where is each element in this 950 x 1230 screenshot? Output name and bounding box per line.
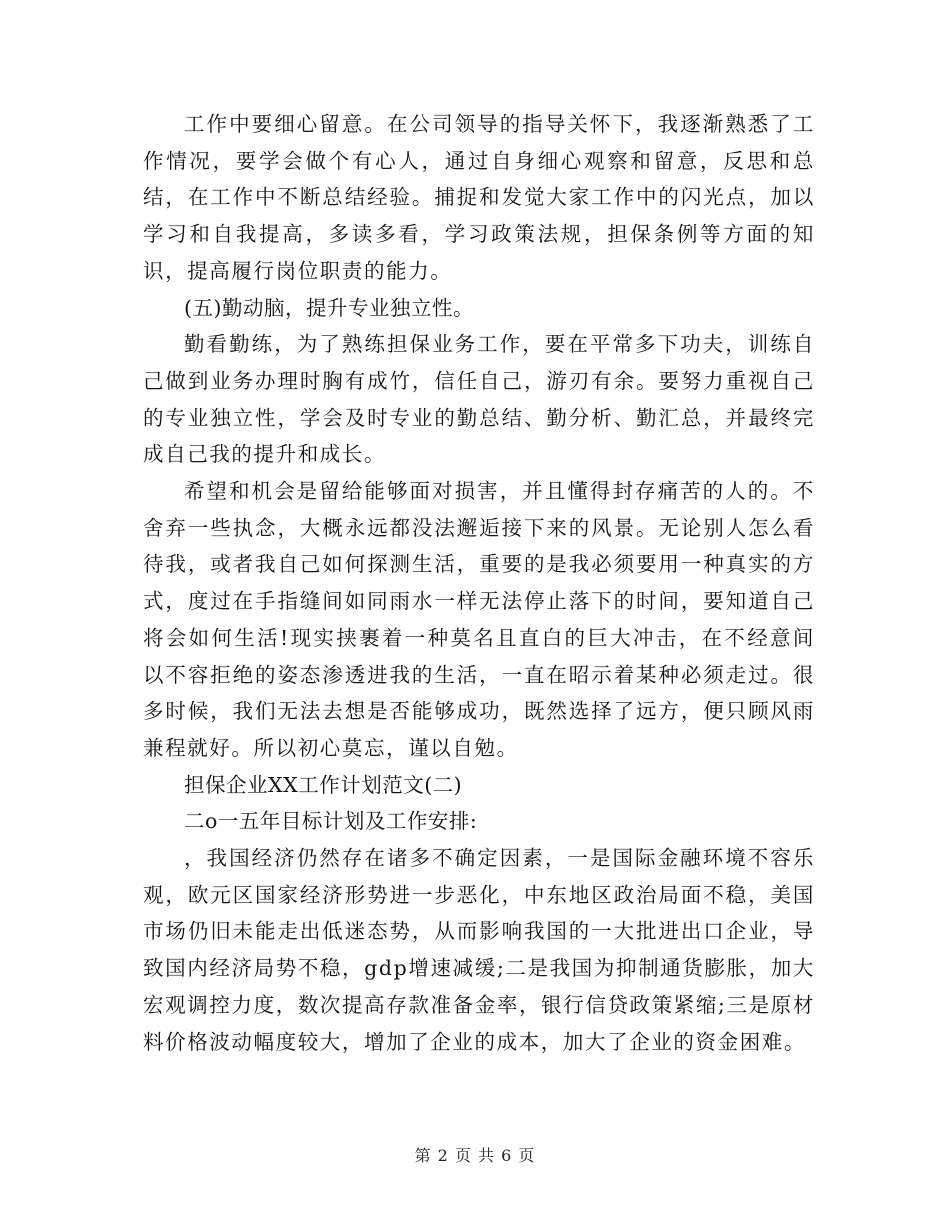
paragraph-hope-and-opportunity: 希望和机会是留给能够面对损害，并且懂得封存痛苦的人的。不舍弃一些执念，大概永远都没法邂逅接下来的风景。无论别人怎么看待我，或者我自己如何探测生活，重要的是我必须要用一种真实的方式，度过在手指缝间如同雨水一样无法停止落下的时间，要知道自己将会如何生活!现实挟裹着一种莫名且直白的巨大冲击，在不经意间以不容拒绝的姿态渗透进我的生活，一直在昭示着某种必须走过。很多时候，我们无法去想是否能够成功，既然选择了远方，便只顾风雨兼程就好。所以初心莫忘，谨以自勉。: [143, 479, 815, 760]
page-number-footer: 第 2 页 共 6 页: [414, 1146, 536, 1165]
section-heading-five: (五)勤动脑，提升专业独立性。: [184, 295, 474, 320]
paragraph-attention-to-detail: 工作中要细心留意。在公司领导的指导关怀下，我逐渐熟悉了工作情况，要学会做个有心人，通过自身细心观察和留意，反思和总结，在工作中不断总结经验。捕捉和发觉大家工作中的闪光点，加以学习和自我提高，多读多看，学习政策法规，担保条例等方面的知识，提高履行岗位职责的能力。: [143, 112, 815, 283]
document-body: [143, 106, 815, 1060]
section-heading-2015-plan: 二o一五年目标计划及工作安排:: [184, 809, 478, 834]
document-subtitle: 担保企业XX工作计划范文(二): [184, 772, 463, 797]
paragraph-economic-situation: ，我国经济仍然存在诸多不确定因素，一是国际金融环境不容乐观，欧元区国家经济形势进一步恶化，中东地区政治局面不稳，美国市场仍旧未能走出低迷态势，从而影响我国的一大批进出口企业，导致国内经济局势不稳，gdp增速减缓;二是我国为抑制通货膨胀，加大宏观调控力度，数次提高存款准备金率，银行信贷政策紧缩;三是原材料价格波动幅度较大，增加了企业的成本，加大了企业的资金困难。: [143, 846, 815, 1054]
paragraph-practice: 勤看勤练，为了熟练担保业务工作，要在平常多下功夫，训练自己做到业务办理时胸有成竹，信任自己，游刃有余。要努力重视自己的专业独立性，学会及时专业的勤总结、勤分析、勤汇总，并最终完成自己我的提升和成长。: [143, 332, 815, 467]
